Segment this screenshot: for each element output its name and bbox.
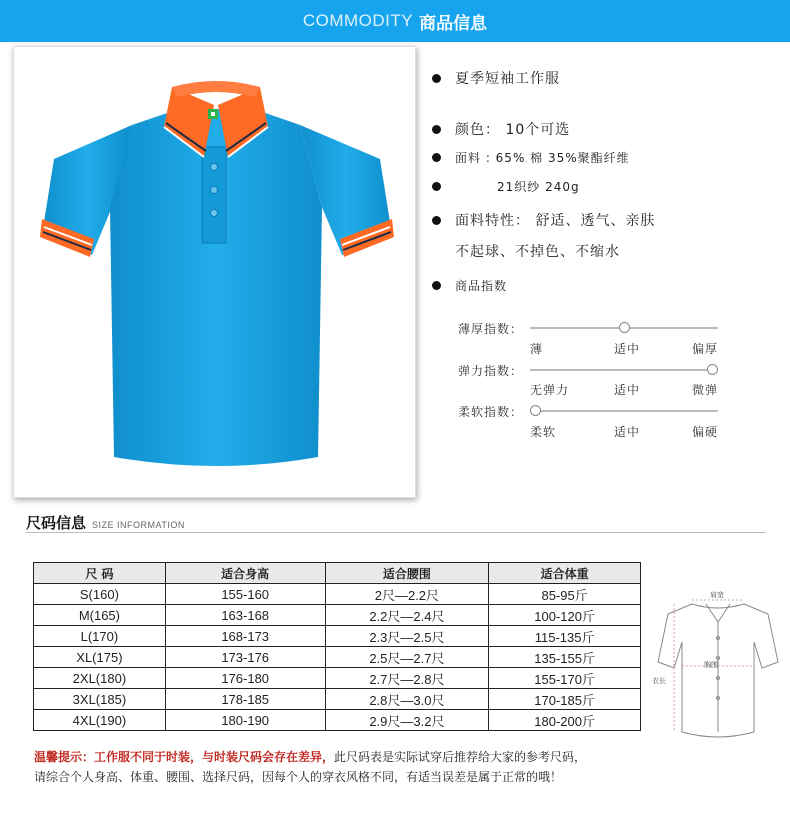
features-text: 面料特性： 舒适、透气、亲肤: [455, 213, 656, 229]
table-cell: S(160): [34, 584, 166, 605]
index-tick: 无弹力: [530, 383, 570, 397]
table-cell: 173-176: [165, 647, 325, 668]
table-cell: M(165): [34, 605, 166, 626]
table-cell: XL(175): [34, 647, 166, 668]
spec-item-color: [432, 119, 570, 139]
table-cell: 2.2尺—2.4尺: [325, 605, 489, 626]
spec-item-fabric: [432, 149, 630, 166]
table-cell: 2.5尺—2.7尺: [325, 647, 489, 668]
index-tick: 偏厚: [692, 342, 719, 356]
header-banner: [0, 0, 790, 42]
table-cell: 176-180: [165, 668, 325, 689]
table-cell: 3XL(185): [34, 689, 166, 710]
table-cell: 2.8尺—3.0尺: [325, 689, 489, 710]
measurement-diagram: [648, 582, 786, 752]
table-row: [34, 584, 641, 605]
index-knob: [530, 405, 541, 416]
fabric-text: 面料 : 65% 棉 35%聚酯纤维: [455, 151, 630, 165]
banner-title-zh: 商品信息: [419, 13, 488, 34]
index-title: 商品指数: [455, 279, 508, 293]
size-title-zh: 尺码信息: [26, 514, 87, 532]
table-row: [34, 710, 641, 731]
size-title-en: SIZE INFORMATION: [92, 520, 185, 530]
table-row: [34, 647, 641, 668]
table-cell: 115-135斤: [489, 626, 641, 647]
index-knob: [619, 322, 630, 333]
spec-item-yarn: [432, 178, 580, 195]
index-tick: 偏硬: [692, 425, 719, 439]
index-tick: 柔软: [530, 425, 557, 439]
index-label: 柔软指数：: [458, 405, 524, 419]
bullet-icon: [432, 216, 441, 225]
table-cell: 170-185斤: [489, 689, 641, 710]
table-row: [34, 668, 641, 689]
table-cell: 168-173: [165, 626, 325, 647]
diagram-label-shoulder: 肩宽: [710, 591, 724, 599]
size-section-title: [26, 512, 185, 533]
spec-item-index: [432, 277, 507, 294]
table-header-row: [34, 563, 641, 584]
polo-shirt-image: [14, 47, 417, 499]
divider: [26, 532, 766, 533]
banner-title-en: COMMODITY: [302, 11, 414, 30]
table-cell: 2XL(180): [34, 668, 166, 689]
features-text-2: 不起球、不掉色、不缩水: [455, 244, 620, 260]
index-label: 弹力指数：: [458, 364, 524, 378]
table-cell: 180-190: [165, 710, 325, 731]
table-cell: 163-168: [165, 605, 325, 626]
table-row: [34, 626, 641, 647]
index-label: 薄厚指数：: [458, 322, 524, 336]
table-cell: 4XL(190): [34, 710, 166, 731]
table-header: 适合身高: [165, 563, 325, 584]
bullet-icon: [432, 281, 441, 290]
index-tick: 适中: [614, 342, 641, 356]
yarn-text: 21织纱 240g: [497, 180, 580, 194]
table-header: 适合体重: [489, 563, 641, 584]
spec-item-features: [432, 210, 655, 230]
bullet-icon: [432, 74, 441, 83]
table-header: 尺 码: [34, 563, 166, 584]
table-cell: L(170): [34, 626, 166, 647]
table-row: [34, 689, 641, 710]
notice-text: 此尺码表是实际试穿后推荐给大家的参考尺码，: [334, 750, 587, 764]
diagram-label-length: 衣长: [652, 677, 666, 685]
size-table: [33, 562, 641, 731]
table-cell: 2.9尺—3.2尺: [325, 710, 489, 731]
table-cell: 2.3尺—2.5尺: [325, 626, 489, 647]
table-cell: 155-170斤: [489, 668, 641, 689]
product-photo: [13, 46, 416, 498]
table-row: [34, 605, 641, 626]
color-text: 颜色： 10个可选: [455, 122, 571, 138]
spec-item-name: [432, 68, 560, 88]
bullet-icon: [432, 182, 441, 191]
spec-item-features-2: [432, 241, 620, 261]
index-track: [530, 369, 718, 371]
bullet-icon: [432, 125, 441, 134]
index-tick: 薄: [530, 342, 544, 356]
product-name: 夏季短袖工作服: [455, 71, 560, 87]
notice-warning: 温馨提示：工作服不同于时装，与时装尺码会存在差异，: [34, 750, 335, 764]
index-tick: 微弹: [692, 383, 719, 397]
table-header: 适合腰围: [325, 563, 489, 584]
index-tick: 适中: [614, 425, 641, 439]
table-cell: 155-160: [165, 584, 325, 605]
index-track: [530, 410, 718, 412]
notice-line-2: [34, 768, 562, 785]
table-cell: 2.7尺—2.8尺: [325, 668, 489, 689]
table-cell: 100-120斤: [489, 605, 641, 626]
notice-text-2: 请综合个人身高、体重、腰围、选择尺码，因每个人的穿衣风格不同，有适当误差是属于正常的哦！: [34, 770, 563, 784]
index-knob: [707, 364, 718, 375]
table-cell: 2尺—2.2尺: [325, 584, 489, 605]
index-tick: 适中: [614, 383, 641, 397]
table-cell: 178-185: [165, 689, 325, 710]
notice-line-1: [34, 748, 586, 765]
table-cell: 85-95斤: [489, 584, 641, 605]
table-cell: 135-155斤: [489, 647, 641, 668]
diagram-label-chest: 胸围: [704, 661, 718, 669]
bullet-icon: [432, 153, 441, 162]
table-cell: 180-200斤: [489, 710, 641, 731]
